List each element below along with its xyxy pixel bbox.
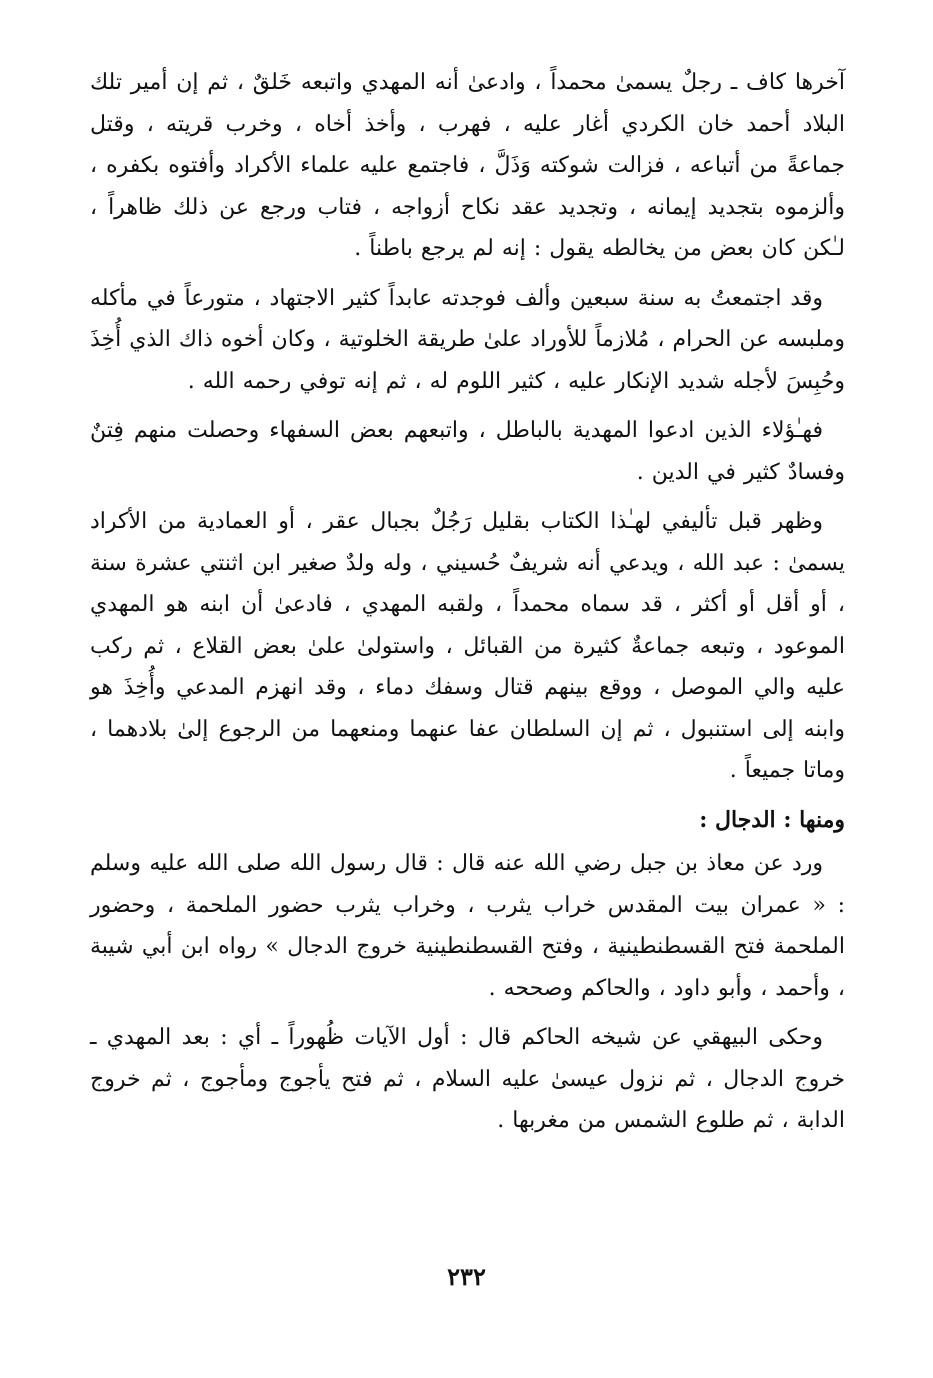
- page-body: [90, 62, 845, 1150]
- paragraph-3: فهـٰؤلاء الذين ادعوا المهدية بالباطل ، واتبعهم بعض السفهاء وحصلت منهم فِتنٌ وفسادٌ كثير في الدين .: [90, 418, 845, 485]
- paragraph-6: وحكى البيهقي عن شيخه الحاكم قال : أول الآيات ظُهوراً ـ أي : بعد المهدي ـ خروج الدجال ، ثم نزول عيسىٰ عليه السلام ، ثم فتح يأجوج ومأجوج ، ثم خروج الدابة ، ثم طلوع الشمس من مغربها .: [90, 1025, 845, 1133]
- section-heading: ومنها : الدجال :: [699, 806, 845, 833]
- paragraph-1: آخرها كاف ـ رجلٌ يسمىٰ محمداً ، وادعىٰ أنه المهدي واتبعه خَلقٌ ، ثم إن أمير تلك البلاد أحمد خان الكردي أغار عليه ، فهرب ، وأخذ أخاه ، وخرب قريته ، وقتل جماعةً من أتباعه ، فزالت شوكته وَذَلَّ ، فاجتمع عليه علماء الأكراد وأفتوه بكفره ، وألزموه بتجديد إيمانه ، وتجديد عقد نكاح أزواجه ، فتاب ورجع عن ذلك ظاهراً ، لـٰكن كان بعض من يخالطه يقول : إنه لم يرجع باطناً .: [90, 70, 845, 261]
- page-number: ٢٣٢: [447, 1262, 486, 1291]
- paragraph-5: ورد عن معاذ بن جبل رضي الله عنه قال : قال رسول الله صلى الله عليه وسلم : « عمران بيت المقدس خراب يثرب ، وخراب يثرب حضور الملحمة ، وحضور الملحمة فتح القسطنطينية ، وفتح القسطنطينية خروج الدجال » رواه ابن أبي شيبة ، وأحمد ، وأبو داود ، والحاكم وصححه .: [90, 851, 845, 1001]
- paragraph-2: وقد اجتمعتُ به سنة سبعين وألف فوجدته عابداً كثير الاجتهاد ، متورعاً في مأكله وملبسه عن الحرام ، مُلازماً للأوراد علىٰ طريقة الخلوتية ، وكان أخوه ذاك الذي أُخِذَ وحُبِسَ لأجله شديد الإنكار عليه ، كثير اللوم له ، ثم إنه توفي رحمه الله .: [90, 285, 845, 394]
- paragraph-4: وظهر قبل تأليفي لهـٰذا الكتاب بقليل رَجُلٌ بجبال عقر ، أو العمادية من الأكراد يسمىٰ : عبد الله ، ويدعي أنه شريفٌ حُسيني ، وله ولدٌ صغير ابن اثنتي عشرة سنة ، أو أقل أو أكثر ، قد سماه محمداً ، ولقبه المهدي ، فادعىٰ أن ابنه هو المهدي الموعود ، وتبعه جماعةٌ كثيرة من القبائل ، واستولىٰ علىٰ بعض القلاع ، ثم ركب عليه والي الموصل ، ووقع بينهم قتال وسفك دماء ، وقد انهزم المدعي وأُخِذَ هو وابنه إلى استنبول ، ثم إن السلطان عفا عنهما ومنعهما من الرجوع إلىٰ بلادهما ، وماتا جميعاً .: [90, 509, 845, 783]
